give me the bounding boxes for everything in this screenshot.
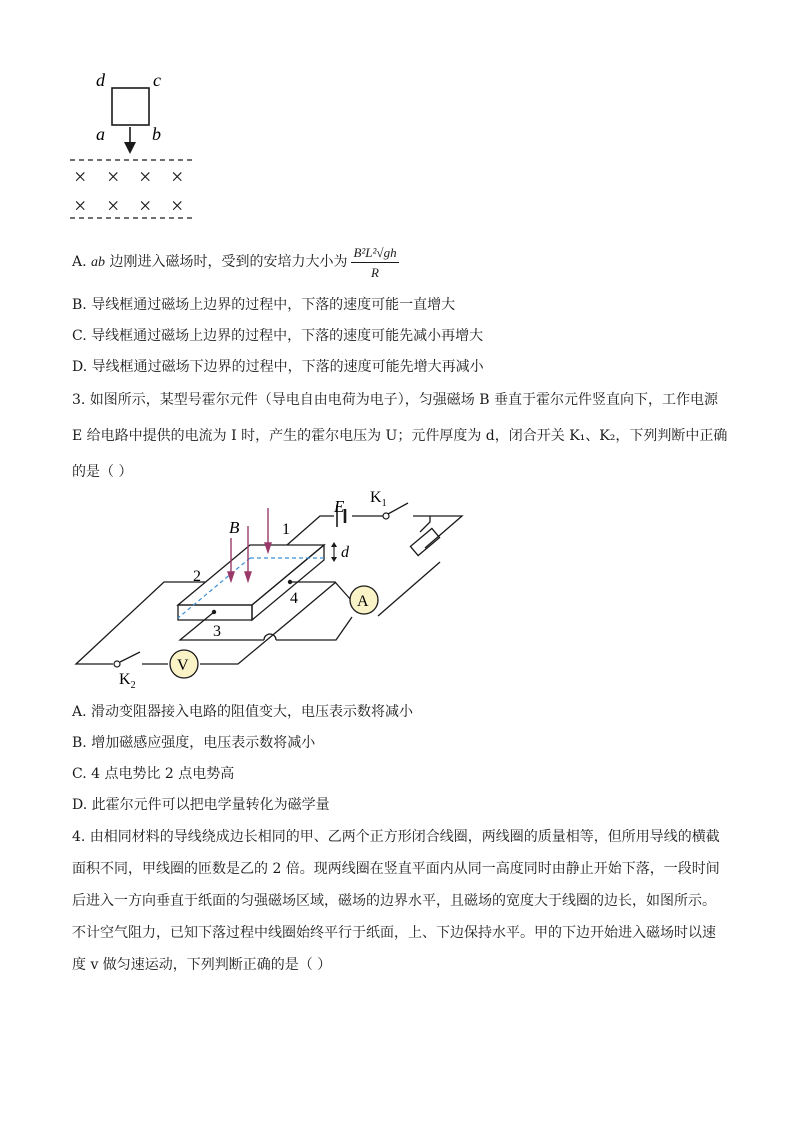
battery-label: E xyxy=(334,497,345,516)
q2-option-a xyxy=(72,244,399,280)
wire-top xyxy=(287,516,334,545)
option-letter: A. xyxy=(72,254,92,270)
q2-option-c: C. 导线框通过磁场上边界的过程中，下落的速度可能先减小再增大 xyxy=(72,328,484,344)
q2-option-d: D. 导线框通过磁场下边界的过程中，下落的速度可能先增大再减小 xyxy=(72,359,484,375)
q4-stem-line5: 度 v 做匀速运动，下列判断正确的是（ ） xyxy=(72,957,332,973)
q3-option-b: B. 增加磁感应强度，电压表示数将减小 xyxy=(72,735,316,751)
k1-label: $K_1$ xyxy=(370,489,387,509)
wire-to-ammeter xyxy=(276,617,352,640)
rheostat-slider xyxy=(420,516,430,532)
thickness-arrow-up xyxy=(331,542,337,547)
formula-numerator: B²L²√gh xyxy=(351,245,398,263)
terminal-3: 3 xyxy=(213,623,221,640)
terminal-2: 2 xyxy=(193,568,201,585)
terminal-1: 1 xyxy=(282,521,290,538)
cross: × xyxy=(74,164,87,189)
voltmeter-label: V xyxy=(177,657,189,674)
cross: × xyxy=(74,193,87,218)
field-crosses xyxy=(74,164,183,218)
q3-option-c: C. 4 点电势比 2 点电势高 xyxy=(72,766,235,782)
wire-ammeter-4 xyxy=(292,582,351,600)
formula-denominator: R xyxy=(371,264,379,280)
terminal-dot-3 xyxy=(212,610,216,614)
b-field-label: B xyxy=(229,518,240,537)
cross: × xyxy=(107,164,120,189)
cross: × xyxy=(107,193,120,218)
b-arrow-2-head xyxy=(245,572,251,581)
ammeter-label: A xyxy=(357,593,369,610)
cross: × xyxy=(171,164,184,189)
q4-stem-line3: 后进入一方向垂直于纸面的匀强磁场区域，磁场的边界水平，且磁场的宽度大于线圈的边长，如图所示。 xyxy=(72,893,716,909)
thickness-label: d xyxy=(341,544,349,561)
fall-arrow-head xyxy=(124,142,136,154)
hidden-edge-2 xyxy=(178,558,250,618)
q2-option-b: B. 导线框通过磁场上边界的过程中，下落的速度可能一直增大 xyxy=(72,297,456,313)
rheostat xyxy=(410,528,439,555)
b-arrow-3-head xyxy=(265,543,271,552)
k1-contact xyxy=(383,513,389,519)
cross: × xyxy=(171,193,184,218)
hall-circuit-figure xyxy=(70,488,470,688)
q4-stem-line4: 不计空气阻力，已知下落过程中线圈始终平行于纸面，上、下边保持水平。甲的下边开始进入磁场时以速 xyxy=(72,925,716,941)
ampere-force-formula xyxy=(351,245,398,280)
edge-ab: ab xyxy=(91,255,106,270)
q3-stem-line2: E 给电路中提供的电流为 I 时，产生的霍尔电压为 U；元件厚度为 d，闭合开关 K₁、K₂，下列判断中正确 xyxy=(72,428,728,444)
label-d: d xyxy=(96,70,105,90)
q3-option-a: A. 滑动变阻器接入电路的阻值变大，电压表示数将减小 xyxy=(72,704,414,720)
q4-stem-line2: 面积不同，甲线圈的匝数是乙的 2 倍。现两线圈在竖直平面内从同一高度同时由静止开始下落，一段时间 xyxy=(72,861,720,877)
terminal-4: 4 xyxy=(290,590,298,607)
cross: × xyxy=(139,193,152,218)
k2-blade xyxy=(120,652,140,662)
square-loop xyxy=(112,88,149,125)
terminal-dot-4 xyxy=(288,580,292,584)
wire-rheostat-ammeter xyxy=(378,562,440,616)
q3-stem-line1: 3. 如图所示，某型号霍尔元件（导电自由电荷为电子），匀强磁场 B 垂直于霍尔元件竖直向下，工作电源 xyxy=(72,392,718,408)
k2-label: $K_2$ xyxy=(119,671,136,688)
k2-contact xyxy=(114,661,120,667)
option-text: 边刚进入磁场时，受到的安培力大小为 xyxy=(105,254,348,270)
k1-blade xyxy=(388,503,408,514)
label-c: c xyxy=(153,70,161,90)
label-a: a xyxy=(96,124,105,144)
q3-stem-line3: 的是（ ） xyxy=(72,464,133,480)
loop-field-figure xyxy=(66,64,266,224)
thickness-arrow-down xyxy=(331,557,337,562)
label-b: b xyxy=(152,124,161,144)
q4-stem-line1: 4. 由相同材料的导线绕成边长相同的甲、乙两个正方形闭合线圈，两线圈的质量相等，但所用导线的横截 xyxy=(72,829,720,845)
q3-option-d: D. 此霍尔元件可以把电学量转化为磁学量 xyxy=(72,797,330,813)
cross: × xyxy=(139,164,152,189)
b-arrow-1-head xyxy=(228,572,234,581)
